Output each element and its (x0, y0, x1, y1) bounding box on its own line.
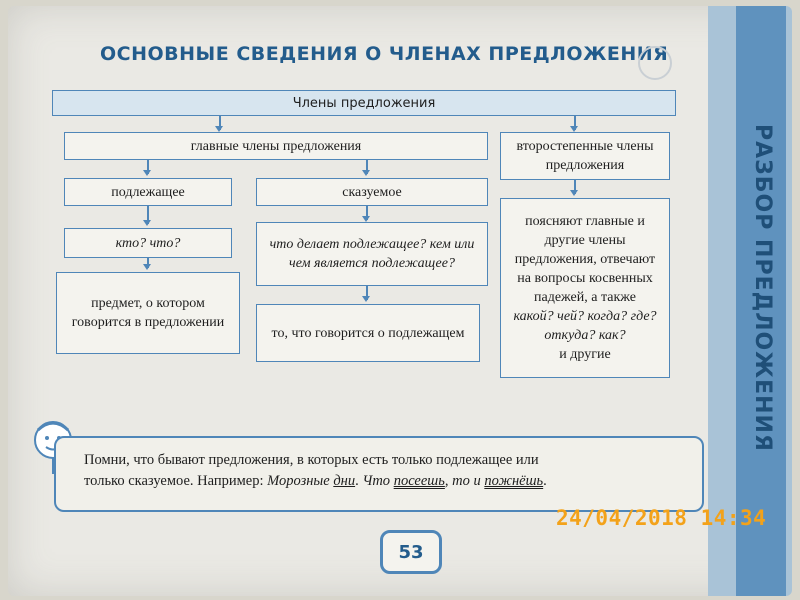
subject-question-box: кто? что? (64, 228, 232, 258)
subject-box: подлежащее (64, 178, 232, 206)
example-2-predicate-2: пожнёшь (484, 473, 544, 489)
secondary-members-box: второстепенные члены предложения (500, 132, 670, 180)
decoration-circle (638, 46, 672, 80)
root-box: Члены предложения (52, 90, 676, 116)
predicate-question-box: что делает подлежащее? кем или чем является подлежащее? (256, 222, 488, 286)
predicate-box: сказуемое (256, 178, 488, 206)
page-number: 53 (380, 530, 442, 574)
subject-description-box: предмет, о котором говорится в предложении (56, 272, 240, 354)
note-line-2: только сказуемое. Например: Морозные дни. Что посеешь, то и пожнёшь. (84, 473, 547, 489)
main-members-box: главные члены предложения (64, 132, 488, 160)
side-title: РАЗБОР ПРЕДЛОЖЕНИЯ (750, 124, 775, 452)
page-title: ОСНОВНЫЕ СВЕДЕНИЯ О ЧЛЕНАХ ПРЕДЛОЖЕНИЯ (100, 43, 669, 65)
example-1-subject: дни (333, 473, 356, 489)
note-box (54, 436, 704, 512)
example-1-word: Морозные (267, 473, 330, 489)
note-line-1: Помни, что бывают предложения, в которых есть только подлежащее или (84, 452, 539, 468)
predicate-description-box: то, что говорится о подлежащем (256, 304, 480, 362)
secondary-questions: какой? чей? когда? где? откуда? как? (513, 309, 657, 343)
example-2-word-1: Что (362, 473, 391, 489)
secondary-others: и другие (559, 347, 611, 362)
example-2-word-2: то и (452, 473, 481, 489)
secondary-description-box (500, 198, 670, 378)
secondary-description-text: поясняют главные и другие члены предложения, отвечают на вопросы косвенных падежей, а также (514, 214, 656, 305)
note-line-2-prefix: только сказуемое. Например: (84, 473, 264, 489)
date-stamp: 24/04/2018 14:34 (556, 506, 767, 530)
example-2-predicate-1: посеешь (393, 473, 445, 489)
